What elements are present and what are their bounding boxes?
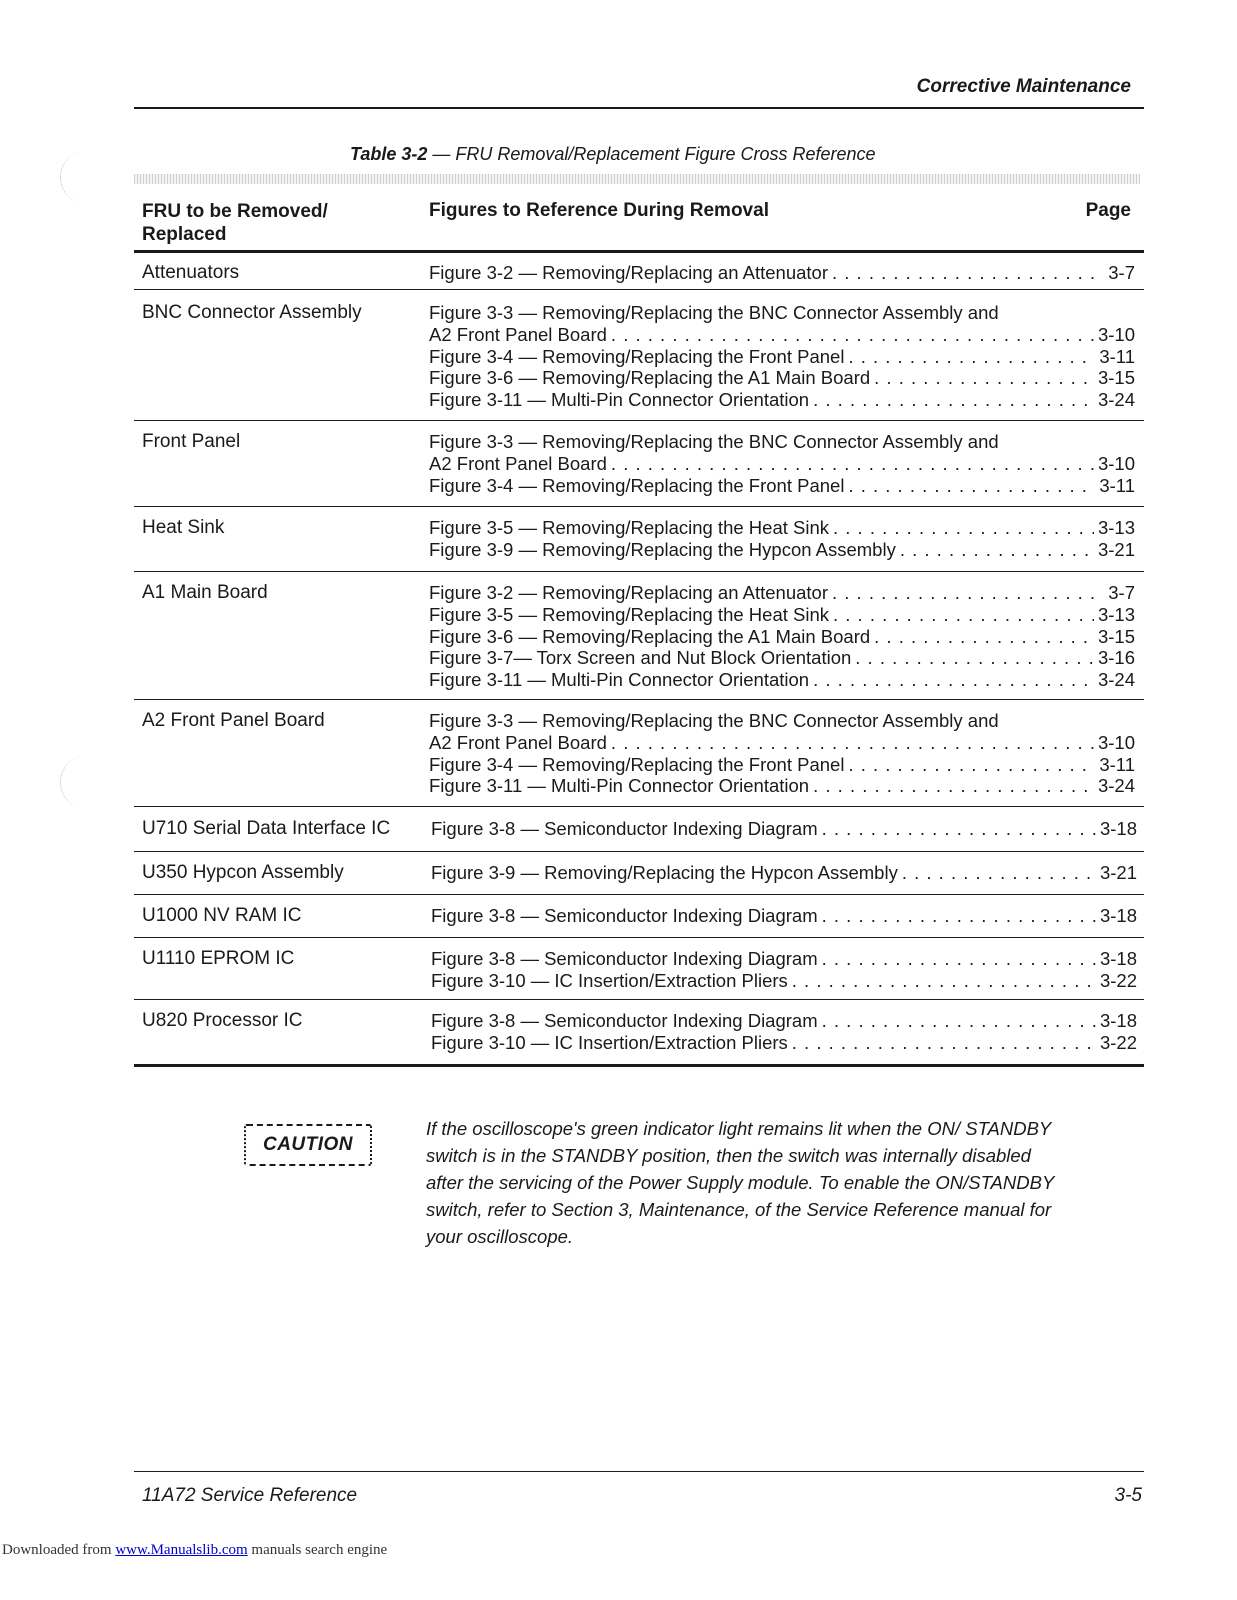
figure-reference-text: Figure 3-9 — Removing/Replacing the Hypcon Assembly: [431, 862, 898, 883]
dot-leader: [792, 1032, 1096, 1054]
row-divider: [134, 999, 1144, 1000]
dot-leader: [874, 626, 1094, 648]
manual-name: 11A72 Service Reference: [142, 1485, 358, 1506]
table-number: Table 3-2: [350, 144, 428, 164]
section-title: Corrective Maintenance: [916, 76, 1131, 97]
page-ref: 3-7: [1108, 582, 1135, 603]
figure-reference: [429, 710, 1135, 732]
download-watermark: [2, 1542, 387, 1559]
figure-reference-text: Figure 3-4 — Removing/Replacing the Front Panel: [429, 345, 845, 367]
page-ref: 3-18: [1099, 948, 1137, 969]
figure-reference: [429, 346, 1135, 368]
figure-reference: [429, 517, 1135, 539]
table-bottom-rule: [134, 1064, 1144, 1067]
figure-reference: [429, 453, 1135, 475]
watermark-prefix: Downloaded from: [2, 1542, 112, 1558]
figure-reference-text: Figure 3-10 — IC Insertion/Extraction Pliers: [431, 969, 788, 991]
dot-leader: [611, 453, 1094, 475]
figure-reference: [431, 818, 1137, 840]
page-ref: 3-13: [1097, 603, 1135, 625]
dot-leader: [813, 775, 1094, 797]
figure-reference: [429, 431, 1135, 453]
row-divider: [134, 420, 1144, 421]
figure-reference: [431, 1032, 1137, 1054]
page-ref: 3-18: [1099, 1010, 1137, 1031]
page-ref: 3-18: [1099, 818, 1137, 839]
page-number: 3-5: [1114, 1485, 1142, 1506]
page-ref: 3-10: [1097, 323, 1135, 345]
fru-name: U820 Processor IC: [142, 1010, 303, 1031]
figure-reference-text: Figure 3-6 — Removing/Replacing the A1 Main Board: [429, 367, 871, 389]
dot-leader: [874, 367, 1094, 389]
page-ref: 3-24: [1097, 669, 1135, 691]
row-divider: [134, 289, 1144, 290]
figure-reference-text: A2 Front Panel Board: [429, 452, 607, 474]
figure-reference-text: Figure 3-8 — Semiconductor Indexing Diagram: [431, 1010, 818, 1031]
header-rule: [134, 250, 1144, 253]
header-divider: [134, 107, 1144, 109]
fru-name: U1110 EPROM IC: [142, 948, 295, 969]
dot-leader: [833, 517, 1094, 539]
dot-leader: [848, 475, 1095, 497]
figure-reference-text: Figure 3-2 — Removing/Replacing an Attenuator: [429, 262, 828, 283]
fru-name: U350 Hypcon Assembly: [142, 862, 344, 883]
figure-reference-text: Figure 3-4 — Removing/Replacing the Front Panel: [429, 474, 845, 496]
watermark-link[interactable]: www.Manualslib.com: [115, 1542, 248, 1558]
figure-reference: [429, 539, 1135, 561]
punch-hole-mark: [60, 152, 105, 202]
page-ref: 3-22: [1099, 1031, 1137, 1053]
figure-reference-text: Figure 3-3 — Removing/Replacing the BNC Connector Assembly and: [429, 431, 999, 452]
dot-leader: [832, 262, 1101, 284]
page-ref: 3-24: [1097, 389, 1135, 411]
fru-name: A1 Main Board: [142, 582, 268, 603]
row-divider: [134, 571, 1144, 572]
row-divider: [134, 937, 1144, 938]
dot-leader: [900, 539, 1094, 561]
dot-leader: [832, 582, 1101, 604]
page-ref: 3-15: [1097, 625, 1135, 647]
figure-reference: [431, 1010, 1137, 1032]
fru-name: U1000 NV RAM IC: [142, 905, 302, 926]
figure-reference: [429, 582, 1135, 604]
page-ref: 3-11: [1099, 753, 1135, 775]
figure-reference-text: Figure 3-3 — Removing/Replacing the BNC Connector Assembly and: [429, 710, 999, 731]
dot-leader: [848, 754, 1095, 776]
figure-reference-text: Figure 3-4 — Removing/Replacing the Front Panel: [429, 753, 845, 775]
figure-reference-text: Figure 3-5 — Removing/Replacing the Heat Sink: [429, 517, 829, 538]
dot-leader: [813, 389, 1094, 411]
figure-reference: [429, 754, 1135, 776]
figure-reference: [431, 948, 1137, 970]
row-divider: [134, 806, 1144, 807]
figure-reference: [429, 262, 1135, 284]
figure-reference: [429, 732, 1135, 754]
column-header-fru: FRU to be Removed/ Replaced: [142, 201, 328, 245]
fru-name: A2 Front Panel Board: [142, 710, 325, 731]
page-ref: 3-13: [1097, 517, 1135, 538]
fru-name: U710 Serial Data Interface IC: [142, 818, 391, 839]
figure-reference: [431, 970, 1137, 992]
figure-reference-text: Figure 3-8 — Semiconductor Indexing Diagram: [431, 818, 818, 839]
page-ref: 3-21: [1097, 538, 1135, 560]
figure-reference: [429, 647, 1135, 669]
page-ref: 3-22: [1099, 969, 1137, 991]
page-ref: 3-11: [1099, 345, 1135, 367]
figure-reference: [429, 302, 1135, 324]
punch-hole-mark: [60, 757, 105, 807]
figure-reference: [429, 389, 1135, 411]
figure-reference-text: Figure 3-11 — Multi-Pin Connector Orientation: [429, 389, 810, 411]
figure-reference: [431, 862, 1137, 884]
page-ref: 3-11: [1099, 474, 1135, 496]
figure-reference-text: Figure 3-11 — Multi-Pin Connector Orientation: [429, 669, 810, 691]
figure-reference-text: A2 Front Panel Board: [429, 731, 607, 753]
page-ref: 3-21: [1099, 862, 1137, 883]
dot-leader: [902, 862, 1096, 884]
figure-reference-text: Figure 3-9 — Removing/Replacing the Hypcon Assembly: [429, 538, 896, 560]
figure-reference-text: Figure 3-6 — Removing/Replacing the A1 Main Board: [429, 625, 871, 647]
figure-reference: [429, 475, 1135, 497]
dot-leader: [833, 604, 1094, 626]
dot-leader: [822, 1010, 1096, 1032]
watermark-suffix: manuals search engine: [251, 1542, 388, 1558]
dot-leader: [792, 970, 1096, 992]
page-ref: 3-10: [1097, 452, 1135, 474]
dot-leader: [813, 669, 1094, 691]
figure-reference-text: A2 Front Panel Board: [429, 323, 607, 345]
dot-leader: [848, 346, 1095, 368]
table-top-band: [134, 174, 1140, 184]
figure-reference: [429, 775, 1135, 797]
figure-reference: [429, 604, 1135, 626]
fru-name: BNC Connector Assembly: [142, 302, 362, 323]
table-caption-text: — FRU Removal/Replacement Figure Cross Reference: [432, 144, 876, 164]
fru-name: Front Panel: [142, 431, 241, 452]
figure-reference: [431, 905, 1137, 927]
table-caption: [350, 144, 876, 165]
footer-divider: [134, 1471, 1144, 1472]
page-ref: 3-7: [1108, 262, 1135, 283]
dot-leader: [611, 732, 1094, 754]
figure-reference-text: Figure 3-8 — Semiconductor Indexing Diagram: [431, 948, 818, 969]
dot-leader: [822, 948, 1096, 970]
figure-reference: [429, 626, 1135, 648]
figure-reference: [429, 367, 1135, 389]
figure-reference-text: Figure 3-8 — Semiconductor Indexing Diagram: [431, 905, 818, 926]
figure-reference-text: Figure 3-5 — Removing/Replacing the Heat Sink: [429, 603, 829, 625]
figure-reference-text: Figure 3-7— Torx Screen and Nut Block Orientation: [429, 647, 852, 669]
page-ref: 3-10: [1097, 731, 1135, 753]
figure-reference-text: Figure 3-3 — Removing/Replacing the BNC Connector Assembly and: [429, 302, 999, 323]
row-divider: [134, 699, 1144, 700]
dot-leader: [855, 647, 1094, 669]
caution-label: CAUTION: [262, 1134, 354, 1155]
row-divider: [134, 851, 1144, 852]
row-divider: [134, 894, 1144, 895]
page-ref: 3-24: [1097, 775, 1135, 797]
figure-reference-text: Figure 3-2 — Removing/Replacing an Attenuator: [429, 582, 828, 603]
page-ref: 3-18: [1099, 905, 1137, 926]
figure-reference-text: Figure 3-10 — IC Insertion/Extraction Pliers: [431, 1031, 788, 1053]
caution-text: If the oscilloscope's green indicator light remains lit when the ON/ STANDBY switch is in the STANDBY position, then the switch was internally disabled after the servicing of the Power Supply module. To enable the ON/STANDBY switch, refer to Section 3, Maintenance, of the Service Reference manual for your oscilloscope.: [426, 1118, 1054, 1247]
figure-reference: [429, 324, 1135, 346]
row-divider: [134, 506, 1144, 507]
fru-name: Attenuators: [142, 262, 240, 283]
page-ref: 3-16: [1097, 647, 1135, 669]
figure-reference: [429, 669, 1135, 691]
figure-reference-text: Figure 3-11 — Multi-Pin Connector Orientation: [429, 775, 810, 797]
dot-leader: [822, 905, 1096, 927]
fru-name: Heat Sink: [142, 517, 225, 538]
caution-badge: [244, 1124, 372, 1166]
dot-leader: [822, 818, 1096, 840]
dot-leader: [611, 324, 1094, 346]
column-header-page: Page: [1085, 200, 1131, 221]
page-ref: 3-15: [1097, 367, 1135, 389]
column-header-figures: Figures to Reference During Removal: [429, 200, 769, 221]
